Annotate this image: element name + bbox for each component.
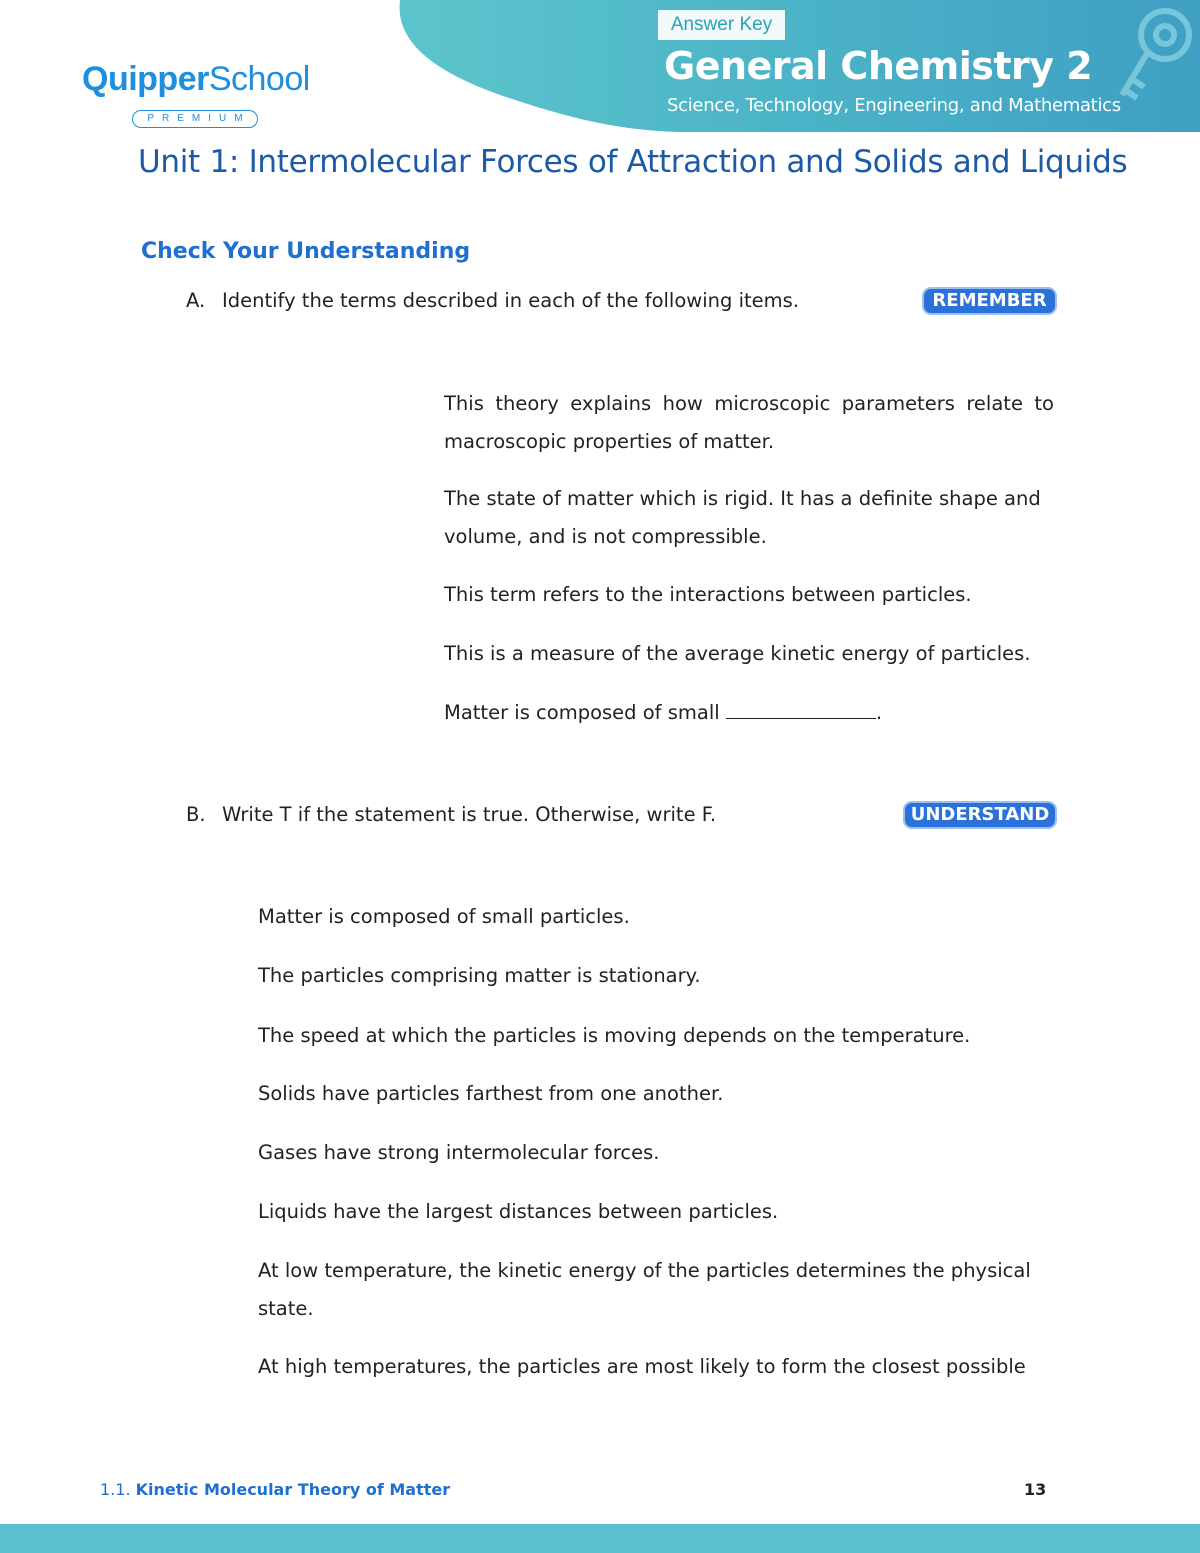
unit-title: Unit 1: Intermolecular Forces of Attraction and Solids and Liquids <box>138 144 1128 180</box>
item-text: The speed at which the particles is moving depends on the temperature. <box>258 1024 971 1047</box>
footer-section <box>100 1480 450 1499</box>
item-text: This theory explains how microscopic parameters relate to macroscopic properties of matter. <box>444 392 1054 453</box>
part-a-letter: A. <box>186 289 206 312</box>
item-text-end: . <box>875 701 883 724</box>
remember-badge: REMEMBER <box>922 287 1057 315</box>
key-icon <box>1110 0 1200 120</box>
course-title: General Chemistry 2 <box>664 44 1093 88</box>
fill-blank-line <box>726 700 876 719</box>
item-text: At high temperatures, the particles are most likely to form the closest possible <box>258 1355 1026 1378</box>
item-text: The particles comprising matter is stationary. <box>258 964 701 987</box>
logo-brand: Quipper <box>82 60 209 98</box>
footer-section-title: Kinetic Molecular Theory of Matter <box>135 1480 451 1499</box>
part-b-letter: B. <box>186 803 206 826</box>
item-text: This term refers to the interactions between particles. <box>444 583 972 606</box>
logo-school: School <box>208 60 310 98</box>
item-text: Gases have strong intermolecular forces. <box>258 1141 660 1164</box>
page-number: 13 <box>1024 1480 1047 1499</box>
item-text: Matter is composed of small particles. <box>258 905 630 928</box>
item-text: Solids have particles farthest from one another. <box>258 1082 724 1105</box>
section-title: Check Your Understanding <box>141 239 471 264</box>
item-text: Matter is composed of small <box>444 701 720 724</box>
part-b-text: Write T if the statement is true. Otherwise, write F. <box>222 803 717 826</box>
item-text: At low temperature, the kinetic energy of the particles determines the physical state. <box>258 1259 1031 1320</box>
quipper-logo <box>82 60 322 135</box>
footer-bar <box>0 1524 1200 1553</box>
logo-premium-tag: PREMIUM <box>132 110 258 128</box>
understand-badge: UNDERSTAND <box>903 801 1057 829</box>
item-text: The state of matter which is rigid. It has a definite shape and volume, and is not compressible. <box>444 487 1041 548</box>
item-text: Liquids have the largest distances between particles. <box>258 1200 779 1223</box>
part-b-instruction <box>186 803 716 826</box>
part-a-text: Identify the terms described in each of the following items. <box>222 289 799 312</box>
course-subtitle: Science, Technology, Engineering, and Mathematics <box>667 95 1121 116</box>
item-text: This is a measure of the average kinetic energy of particles. <box>444 642 1031 665</box>
answer-key-label: Answer Key <box>658 10 785 40</box>
footer-section-number: 1.1. <box>100 1480 131 1499</box>
part-a-instruction <box>186 289 799 312</box>
